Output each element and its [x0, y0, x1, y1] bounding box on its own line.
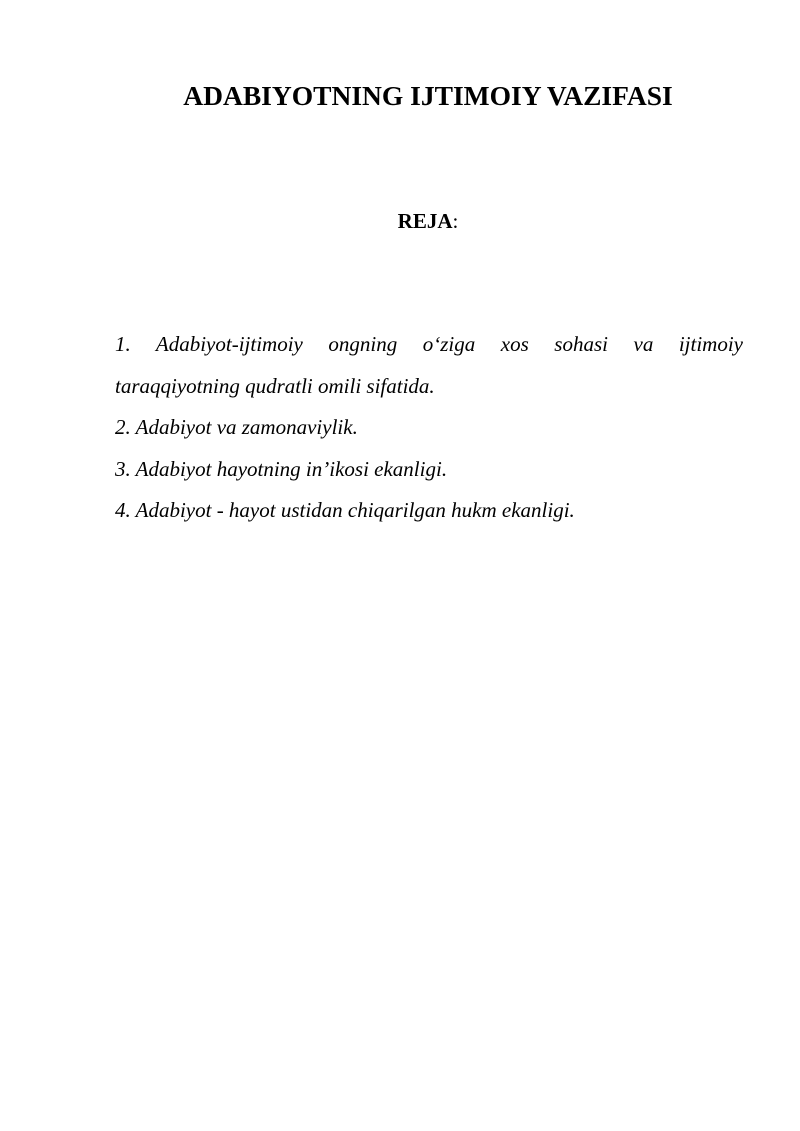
plan-item-1-line-1: 1. Adabiyot-ijtimoiy ongning o‘ziga xos sohasi va ijtimoiy	[115, 332, 743, 356]
plan-item-2: 2. Adabiyot va zamonaviylik.	[115, 415, 358, 439]
plan-heading-colon: :	[452, 209, 459, 233]
plan-item-1-line-2: taraqqiyotning qudratli omili sifatida.	[115, 373, 435, 398]
plan-list	[115, 324, 743, 532]
plan-item-3: 3. Adabiyot hayotning in’ikosi ekanligi.	[115, 456, 448, 481]
plan-heading	[0, 206, 800, 236]
plan-item-4: 4. Adabiyot - hayot ustidan chiqarilgan hukm ekanligi.	[115, 498, 575, 522]
plan-item-1	[115, 324, 743, 407]
document-title: ADABIYOTNING IJTIMOIY VAZIFASI	[183, 80, 673, 111]
plan-heading-label: REJA	[397, 209, 453, 233]
